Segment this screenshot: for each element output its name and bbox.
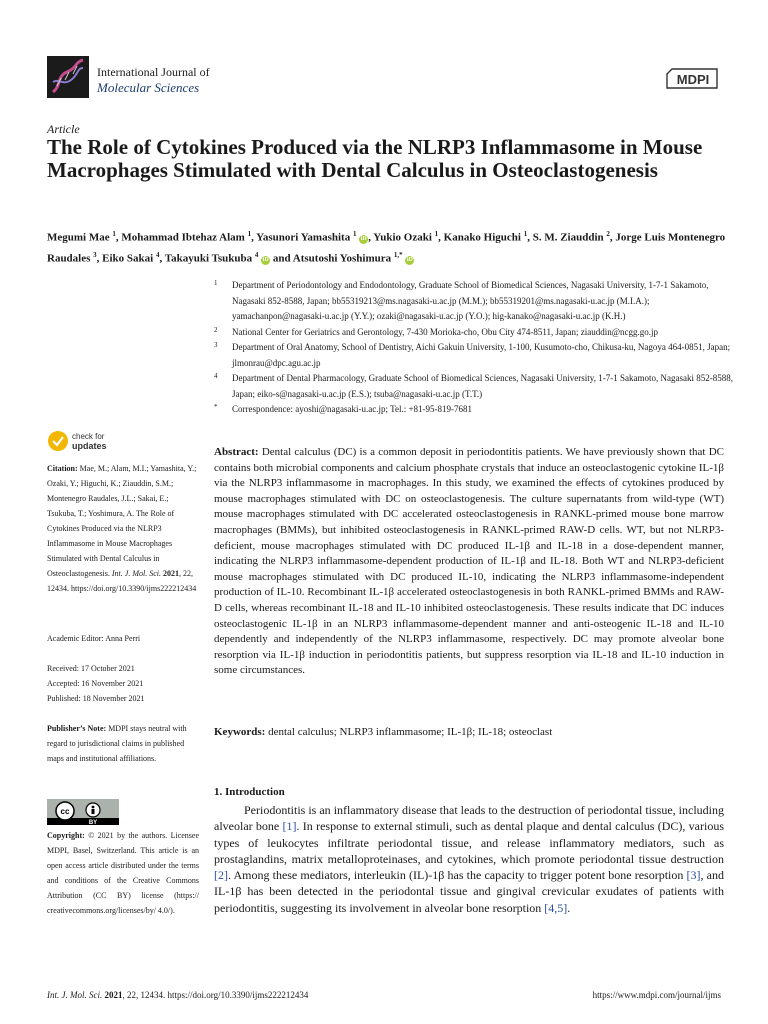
article-type: Article [47, 122, 80, 136]
footer-rest[interactable]: , 22, 12434. https://doi.org/10.3390/ijms222212434 [122, 990, 309, 1000]
keywords-text: dental calculus; NLRP3 inflammasome; IL-1β; IL-18; osteoclast [268, 726, 553, 738]
reference-link[interactable]: [3] [686, 868, 701, 883]
orcid-icon[interactable]: iD [360, 235, 367, 242]
footer-journal: Int. J. Mol. Sci. [47, 990, 103, 1000]
journal-name [97, 64, 210, 96]
mdpi-logo [664, 66, 720, 92]
citation-journal: Int. J. Mol. Sci. [111, 569, 161, 578]
introduction-paragraph [214, 802, 724, 916]
journal-name-line2: Molecular Sciences [97, 80, 200, 95]
affiliation-item [214, 325, 734, 341]
abstract [214, 445, 724, 679]
citation-label: Citation: [47, 464, 78, 473]
journal-logo-icon [47, 56, 89, 98]
by-label: BY [88, 820, 98, 825]
affiliation-text: Department of Dental Pharmacology, Graduate School of Biomedical Sciences, Nagasaki University, 1-7-1 Sakamoto, Nagasaki 852-8588, Japan; eiko-s@nagasaki-u.ac.jp (E.S.); tsuba@nagasaki-u.ac.jp (T.T.) [232, 373, 733, 399]
intro-text: Periodontitis is an inflammatory disease that leads to the destruction of periodontal tissue, including alveolar bone [214, 803, 724, 834]
intro-text: . [567, 900, 571, 915]
abstract-label: Abstract: [214, 446, 259, 458]
academic-editor: Academic Editor: Anna Perri [47, 634, 141, 643]
keywords [214, 725, 724, 740]
author-name: Kanako Higuchi [443, 231, 521, 244]
author-name: Yukio Ozaki [373, 231, 432, 244]
copyright-label: Copyright: [47, 831, 85, 840]
publisher-name: MDPI [676, 72, 710, 87]
author-affiliation-marker: 3 [93, 251, 97, 260]
publisher-note-label: Publisher’s Note: [47, 724, 107, 733]
author-affiliation-marker: 1,* [393, 251, 403, 260]
author-affiliation-marker: 4 [254, 251, 259, 260]
affiliation-item [214, 371, 734, 402]
copyright-text: © 2021 by the authors. Licensee MDPI, Basel, Switzerland. This article is an open access article distributed under the terms and conditions of the Creative Commons Attribution (CC BY) license (https:// creativecommons.org/licenses/by/ 4.0/). [47, 831, 200, 915]
updates-line2: updates [72, 441, 107, 451]
date-published: Published: 18 November 2021 [47, 694, 145, 703]
citation-text: Mae, M.; Alam, M.I.; Yamashita, Y.; Ozaki, Y.; Higuchi, K.; Ziauddin, S.M.; Montenegro Raudales, J.L.; Sakai, E.; Tsukuba, T.; Yoshimura, A. The Role of Cytokines Produced via the NLRP3 Inflammasome in Mouse Macrophages Stimulated with Dental Calculus in Osteoclastogenesis. [47, 464, 197, 578]
author-name: Eiko Sakai [102, 252, 154, 265]
affiliations [214, 278, 734, 418]
affiliation-number: 3 [214, 341, 218, 349]
author-name: S. M. Ziauddin [532, 231, 604, 244]
keywords-label: Keywords: [214, 726, 266, 738]
intro-text: , and IL-1β has been detected in the periodontal tissue and gingival crevicular exudates of patients with periodontitis, suggesting its involvement in alveolar bone resorption [214, 868, 724, 915]
affiliation-text: National Center for Geriatrics and Gerontology, 7-430 Morioka-cho, Obu City 474-8511, Japan; ziauddin@ncgg.go.jp [232, 326, 659, 337]
citation-year: 2021 [162, 569, 179, 578]
affiliation-text: Department of Periodontology and Endodontology, Graduate School of Biomedical Sciences, Nagasaki University, 1-7-1 Sakamoto, Nagasaki 852-8588, Japan; bb55319213@ms.nagasaki-u.ac.jp (M.M.); bb55319201@ms.nagasaki-u.ac.jp (M.I.A.); yamachanpon@nagasaki-u.ac.jp (Y.Y.); ozaki@nagasaki-u.ac.jp (Y.O.); hig-kanako@nagasaki-u.ac.jp (K.H.) [232, 280, 709, 321]
affiliation-number: 1 [214, 279, 218, 287]
cc-by-license-icon[interactable] [47, 799, 119, 825]
affiliation-number: 4 [214, 372, 218, 380]
section-heading: 1. Introduction [214, 786, 285, 798]
affiliation-item [214, 340, 734, 371]
footer-journal-url[interactable]: https://www.mdpi.com/journal/ijms [592, 990, 721, 1000]
updates-line1: check for [72, 432, 105, 441]
author-name: Takayuki Tsukuba [164, 252, 253, 265]
author-affiliation-marker: 4 [155, 251, 160, 260]
affiliation-item [214, 402, 734, 418]
citation-doi-link[interactable]: https://doi.org/10.3390/ijms222212434 [71, 584, 197, 593]
publisher-note-text: MDPI stays neutral with regard to jurisdictional claims in published maps and institutional affiliations. [47, 724, 187, 763]
footer-citation [47, 990, 308, 1000]
abstract-text: Dental calculus (DC) is a common deposit in periodontitis patients. We have previously shown that DC contains both microbial components and calcium phosphate crystals that induce an osteoclastogenic cytokine IL-1β via the NLRP3 inflammasome in macrophages. In this study, we examined the effects of cytokines produced by mouse macrophages stimulated with DC on osteoclastogenesis. The culture supernatants from wild-type (WT) mouse macrophages stimulated with DC accelerated osteoclastogenesis in RANKL-primed mouse bone marrow macrophages (BMMs), but inhibited osteoclastogenesis in RANKL-primed RAW-D cells. WT, but not NLRP3-deficient, mouse macrophages stimulated with DC produced IL-1β and IL-18 in a dose-dependent manner, indicating the NLRP3 inflammasome-dependent production of IL-1β and IL-18. Both WT and NLRP3-deficient mouse macrophages stimulated with DC produced IL-10, indicating the NLRP3 inflammasome-independent production of IL-10. Recombinant IL-1β accelerated osteoclastogenesis in both RANKL-primed BMMs and RAW-D cells, whereas recombinant IL-18 and IL-10 inhibited osteoclastogenesis. These results indicate that DC induces osteoclastogenic IL-1β in an NLRP3 inflammasome-dependent manner and anti-osteogenic IL-18 and IL-10 dependently and independently of the NLRP3 inflammasome, respectively. DC may promote alveolar bone resorption via IL-1β induction in periodontitis patients, but suppress resorption via IL-18 and IL-10 induction in some circumstances. [214, 446, 724, 677]
author-name: Atsutoshi Yoshimura [292, 252, 392, 265]
check-icon [48, 431, 68, 451]
affiliation-text: Department of Oral Anatomy, School of Dentistry, Aichi Gakuin University, 1-100, Kusumoto-cho, Chikusa-ku, Nagoya 464-0851, Japan; jlmonrau@dpc.agu.ac.jp [232, 342, 731, 368]
author-affiliation-marker: 1 [247, 230, 252, 238]
author-affiliation-marker: 1 [112, 230, 116, 238]
orcid-icon[interactable]: iD [262, 256, 269, 263]
author-affiliation-marker: 1 [523, 230, 528, 238]
author-affiliation-marker: 2 [606, 230, 610, 238]
date-received: Received: 17 October 2021 [47, 664, 135, 673]
reference-link[interactable]: [1] [282, 819, 297, 834]
orcid-icon[interactable]: iD [406, 256, 413, 263]
author-name: Jorge Luis Montenegro Raudales [47, 231, 726, 265]
intro-text: . In response to external stimuli, such as dental plaque and dental calculus (DC), various types of leukocytes infiltrate periodontal tissue, and release inflammatory mediators, such as prostaglandins, matrix metalloproteinases, and cytokines, which promote periodontal tissue destruction [214, 819, 724, 866]
paper-title: The Role of Cytokines Produced via the NLRP3 Inflammasome in Mouse Macrophages Stimulated with Dental Calculus in Osteoclastogenesis [47, 135, 703, 182]
publisher-note [47, 721, 199, 766]
intro-text: . Among these mediators, interleukin (IL)-1β has the capacity to trigger potent bone resorption [228, 868, 687, 883]
publication-dates [47, 661, 199, 706]
author-name: Megumi Mae [47, 231, 110, 244]
date-accepted: Accepted: 16 November 2021 [47, 679, 144, 688]
author-affiliation-marker: 1 [352, 230, 357, 238]
author-affiliation-marker: 1 [434, 230, 439, 238]
affiliation-text: Correspondence: ayoshi@nagasaki-u.ac.jp; Tel.: +81-95-819-7681 [232, 404, 473, 414]
author-list: Megumi Mae $^1$, Mohammad Ibtehaz Alam $^1$, Yasunori Yamashita $^1$ iD , Yukio Ozaki $^1$, Kanako Higuchi $^1$, S. M. Ziauddin $^2$, Jorge Luis Montenegro Raudales $^3$, Eiko Sakai $^4$, Takayuki Tsukuba $^4$ iD and Atsutoshi Yoshimura $^{1,*}$ iD [47, 230, 726, 265]
check-for-updates-button[interactable] [47, 428, 167, 454]
reference-link[interactable]: [2] [214, 868, 228, 883]
footer-year: 2021 [104, 990, 123, 1000]
affiliation-item [214, 278, 734, 325]
author-name: Mohammad Ibtehaz Alam [121, 231, 245, 244]
citation-volume: , 22, 12434. [47, 569, 193, 593]
author-name: Yasunori Yamashita [256, 231, 351, 244]
copyright-block [47, 828, 199, 918]
reference-link[interactable]: [4,5] [544, 900, 568, 915]
cc-label: cc [60, 807, 70, 816]
affiliation-number: 2 [214, 325, 218, 334]
journal-name-line1: International Journal of [97, 65, 210, 79]
citation-block [47, 461, 199, 596]
affiliation-number: * [214, 403, 218, 411]
